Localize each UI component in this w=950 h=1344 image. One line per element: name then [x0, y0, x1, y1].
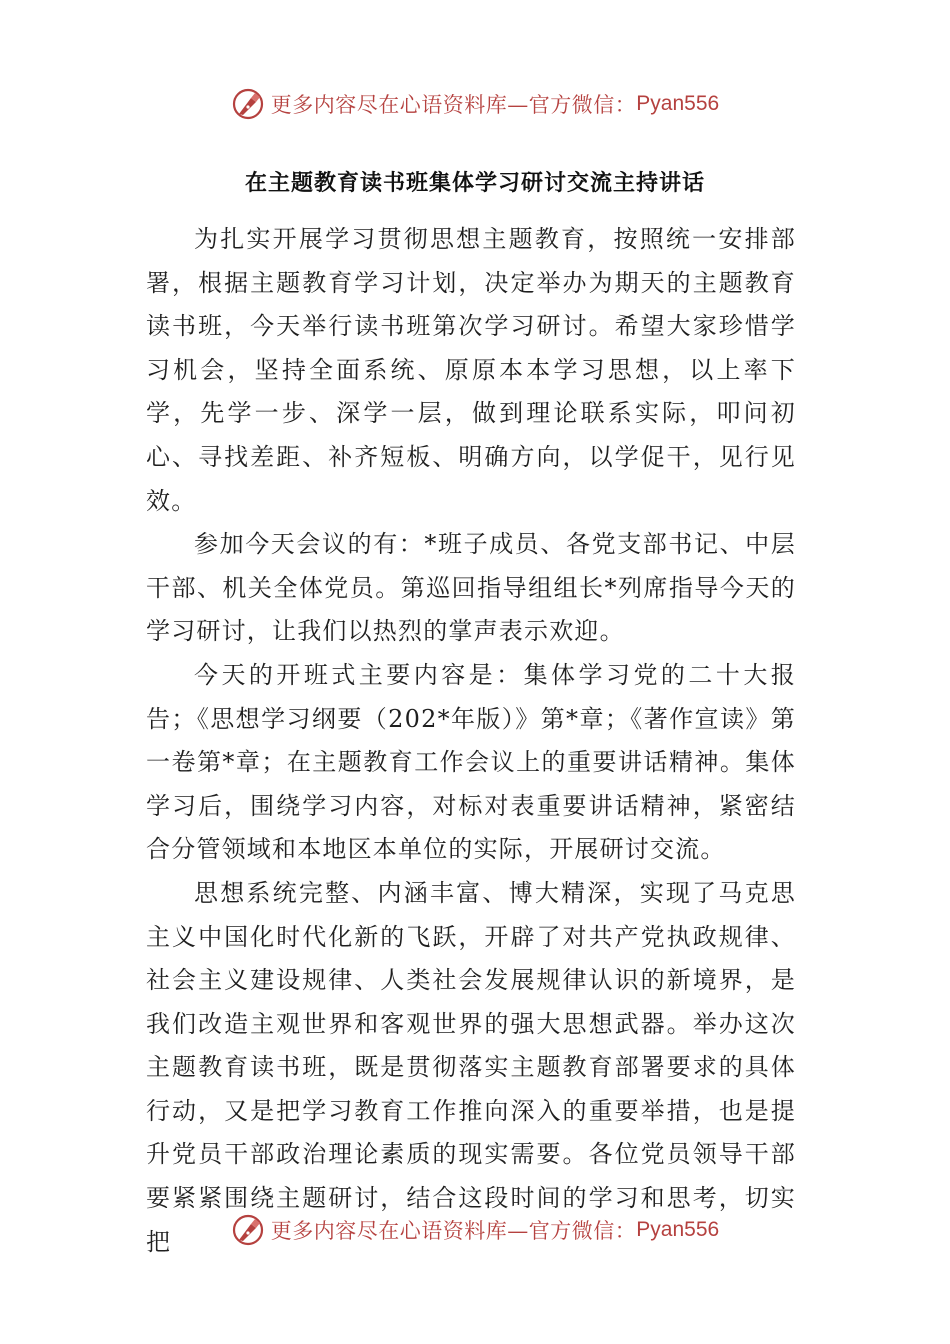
header-banner: [0, 84, 950, 124]
paragraph: 今天的开班式主要内容是：集体学习党的二十大报告；《思想学习纲要（202*年版）》第*章；《著作宣读》第一卷第*章；在主题教育工作会议上的重要讲话精神。集体学习后，围绕学习内容，对标对表重要讲话精神，紧密结合分管领域和本地区本单位的实际，开展研讨交流。: [146, 660, 796, 864]
document-title: 在主题教育读书班集体学习研讨交流主持讲话: [244, 171, 705, 196]
pen-nib-logo-icon: [231, 1213, 265, 1247]
paragraph: 为扎实开展学习贯彻思想主题教育，按照统一安排部署，根据主题教育学习计划，决定举办为期天的主题教育读书班，今天举行读书班第次学习研讨。希望大家珍惜学习机会，坚持全面系统、原原本本学习思想，以上率下学，先学一步、深学一层，做到理论联系实际，叩问初心、寻找差距、补齐短板、明确方向，以学促干，见行见效。: [146, 225, 796, 515]
header-banner-text: 更多内容尽在心语资料库—官方微信：: [270, 93, 637, 117]
paragraph: 思想系统完整、内涵丰富、博大精深，实现了马克思主义中国化时代化新的飞跃，开辟了对共产党执政规律、社会主义建设规律、人类社会发展规律认识的新境界，是我们改造主观世界和客观世界的强大思想武器。举办这次主题教育读书班，既是贯彻落实主题教育部署要求的具体行动，又是把学习教育工作推向深入的重要举措，也是提升党员干部政治理论素质的现实需要。各位党员领导干部要紧紧围绕主题研讨，结合这段时间的学习和思考，切实把: [146, 878, 796, 1256]
footer-banner-wechat-id: Pyan556: [636, 1218, 720, 1241]
footer-banner: [0, 1210, 950, 1250]
header-banner-wechat-id: Pyan556: [636, 92, 720, 115]
document-body: [146, 218, 796, 1264]
paragraph: 参加今天会议的有：*班子成员、各党支部书记、中层干部、机关全体党员。第巡回指导组组长*列席指导今天的学习研讨，让我们以热烈的掌声表示欢迎。: [146, 530, 796, 646]
pen-nib-logo-icon: [231, 87, 265, 121]
footer-banner-text: 更多内容尽在心语资料库—官方微信：: [270, 1219, 637, 1243]
